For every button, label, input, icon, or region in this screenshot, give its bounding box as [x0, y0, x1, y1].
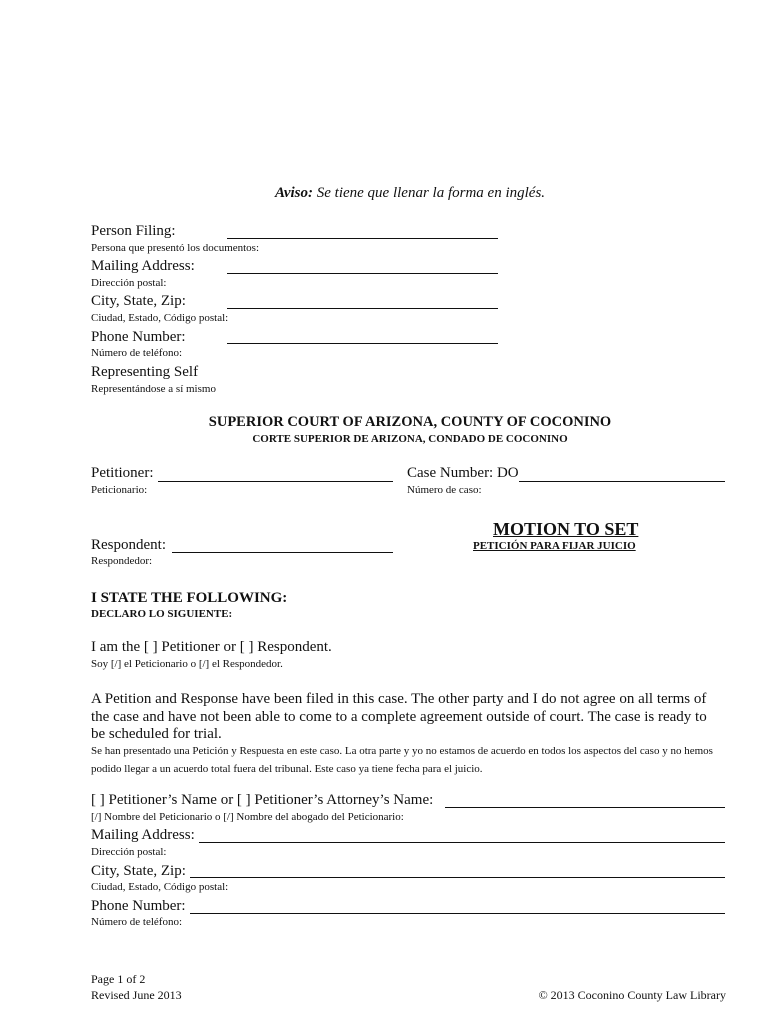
case-number-label-es: Número de caso:: [407, 484, 482, 496]
mailing-address-label: Mailing Address:: [91, 258, 195, 274]
party-phone-label: Phone Number:: [91, 898, 186, 914]
case-number-label: Case Number: DO: [407, 465, 519, 481]
motion-title-es: PETICIÓN PARA FIJAR JUICIO: [473, 540, 636, 552]
case-number-field[interactable]: [519, 481, 725, 482]
person-filing-label: Person Filing:: [91, 223, 176, 239]
statement-heading-es: DECLARO LO SIGUIENTE:: [91, 608, 233, 620]
revision-date: Revised June 2013: [91, 988, 182, 1002]
mailing-address-label-es: Dirección postal:: [91, 277, 167, 289]
petitioner-label: Petitioner:: [91, 465, 154, 481]
phone-number-label-es: Número de teléfono:: [91, 347, 183, 359]
petitioner-name-label-es: [/] Nombre del Peticionario o [/] Nombre del abogado del Peticionario:: [91, 811, 404, 823]
party-role-checkboxes[interactable]: I am the [ ] Petitioner or [ ] Respondent.: [91, 639, 332, 655]
copyright-notice: © 2013 Coconino County Law Library: [538, 988, 726, 1002]
respondent-label-es: Respondedor:: [91, 555, 153, 567]
petitioner-name-label: [ ] Petitioner’s Name or [ ] Petitioner’s Attorney’s Name:: [91, 792, 434, 808]
person-filing-label-es: Persona que presentó los documentos:: [91, 242, 260, 254]
respondent-field[interactable]: [172, 552, 393, 553]
party-mailing-address-label-es: Dirección postal:: [91, 846, 167, 858]
city-state-zip-label-es: Ciudad, Estado, Código postal:: [91, 312, 229, 324]
motion-title: MOTION TO SET: [493, 519, 639, 539]
mailing-address-field[interactable]: [227, 273, 498, 274]
respondent-label: Respondent:: [91, 537, 166, 553]
party-city-state-zip-field[interactable]: [190, 877, 725, 878]
party-city-state-zip-label: City, State, Zip:: [91, 863, 186, 879]
city-state-zip-label: City, State, Zip:: [91, 293, 186, 309]
notice-body: Se tiene que llenar la forma en inglés.: [313, 185, 546, 201]
party-role-checkboxes-es: Soy [/] el Peticionario o [/] el Respondedor.: [91, 658, 283, 670]
court-title: SUPERIOR COURT OF ARIZONA, COUNTY OF COCONINO: [208, 414, 612, 430]
statement-heading: I STATE THE FOLLOWING:: [91, 590, 288, 606]
trial-paragraph-es: Se han presentado una Petición y Respuesta en este caso. La otra parte y yo no estamos de acuerdo en todos los aspectos del caso y no hemos podido llegar a un acuerdo total fuera del tribunal. Este caso ya tiene fecha para el juicio.: [91, 745, 713, 775]
party-phone-field[interactable]: [190, 913, 725, 914]
court-title-es: CORTE SUPERIOR DE ARIZONA, CONDADO DE COCONINO: [252, 433, 568, 445]
trial-paragraph: A Petition and Response have been filed in this case. The other party and I do not agree on all terms of the case and have not been able to come to a complete agreement outside of court. The case is ready to be scheduled for trial.: [91, 691, 707, 742]
petitioner-name-field[interactable]: [445, 807, 725, 808]
representing-self-label: Representing Self: [91, 364, 199, 380]
phone-number-label: Phone Number:: [91, 329, 186, 345]
petitioner-field[interactable]: [158, 481, 393, 482]
city-state-zip-field[interactable]: [227, 308, 498, 309]
petitioner-label-es: Peticionario:: [91, 484, 148, 496]
phone-number-field[interactable]: [227, 343, 498, 344]
notice-label: Aviso:: [274, 185, 313, 201]
party-mailing-address-field[interactable]: [199, 842, 725, 843]
representing-self-label-es: Representándose a sí mismo: [91, 383, 216, 395]
party-city-state-zip-label-es: Ciudad, Estado, Código postal:: [91, 881, 229, 893]
party-phone-label-es: Número de teléfono:: [91, 916, 183, 928]
notice-text: [25, 185, 770, 202]
page-number: Page 1 of 2: [91, 972, 146, 986]
party-mailing-address-label: Mailing Address:: [91, 827, 195, 843]
person-filing-field[interactable]: [227, 238, 498, 239]
